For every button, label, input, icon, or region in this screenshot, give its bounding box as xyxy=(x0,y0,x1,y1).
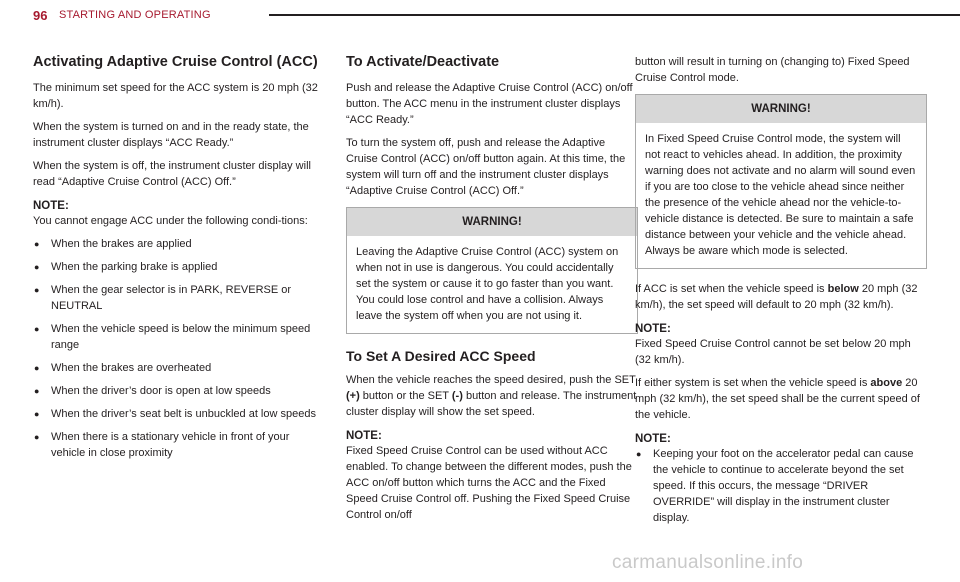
paragraph-above-speed: If either system is set when the vehicle speed is above 20 mph (32 km/h), the set speed shall be the current speed of the vehicle. xyxy=(635,377,920,421)
list-item: ● When the brakes are overheated xyxy=(33,360,325,376)
note-text: You cannot engage ACC under the following condi-tions: xyxy=(33,215,308,227)
warning-text: In Fixed Speed Cruise Control mode, the system will not react to vehicles ahead. In addition, the proximity warning does not activate and no alarm will sound even if you are too close to the vehicle ahead since neither the presence of the vehicle ahead nor the vehicle-to-vehicle distance is detected. Be sure to maintain a safe distance between your vehicle and the vehicle ahead. Always be aware which mode is selected. xyxy=(645,133,916,257)
paragraph-ready-state: When the system is turned on and in the ready state, the instrument cluster displays “ACC Ready.” xyxy=(33,121,309,149)
note-label: NOTE: xyxy=(33,200,69,212)
acc-activating-heading: Activating Adaptive Cruise Control (ACC) xyxy=(33,54,318,70)
warning-box xyxy=(635,94,927,269)
column-2 xyxy=(346,54,638,530)
paragraph-off-state: When the system is off, the instrument cluster display will read “Adaptive Cruise Control (ACC) Off.” xyxy=(33,160,311,188)
list-item: ● When the parking brake is applied xyxy=(33,259,325,275)
warning-box xyxy=(346,207,638,334)
column-1 xyxy=(33,54,325,468)
set-minus-label: (-) xyxy=(451,390,463,402)
list-item: ● When there is a stationary vehicle in front of your vehicle in close proximity xyxy=(33,429,325,461)
paragraph-below-speed: If ACC is set when the vehicle speed is below 20 mph (32 km/h), the set speed will default to 20 mph (32 km/h). xyxy=(635,283,918,311)
header-rule xyxy=(269,14,960,16)
set-speed-heading: To Set A Desired ACC Speed xyxy=(346,348,536,364)
note-label: NOTE: xyxy=(635,323,671,335)
list-item: ● When the driver’s door is open at low speeds xyxy=(33,383,325,399)
paragraph-continued: button will result in turning on (changing to) Fixed Speed Cruise Control mode. xyxy=(635,56,910,84)
paragraph-set-speed: When the vehicle reaches the speed desired, push the SET (+) button or the SET (-) button and release. The instrument cluster display will show the set speed. xyxy=(346,374,637,418)
list-item: ● When the gear selector is in PARK, REVERSE or NEUTRAL xyxy=(33,282,325,314)
note-text: Fixed Speed Cruise Control cannot be set below 20 mph (32 km/h). xyxy=(635,338,911,366)
section-title: STARTING AND OPERATING xyxy=(59,9,211,21)
list-item: ● Keeping your foot on the accelerator pedal can cause the vehicle to continue to accelerate beyond the set speed. If this occurs, the message “DRIVER OVERRIDE” will display in the instrument cluster display. xyxy=(635,446,927,526)
column-3 xyxy=(635,54,927,533)
warning-text: Leaving the Adaptive Cruise Control (ACC) system on when not in use is dangerous. You could accidentally set the system or cause it to go faster than you want. You could lose control and have a collision. Always leave the system off when you are not using it. xyxy=(356,246,619,322)
paragraph-deactivate: To turn the system off, push and release the Adaptive Cruise Control (ACC) on/off button again. At this time, the system will turn off and the instrument cluster displays “Adaptive Cruise Control (ACC) Off.” xyxy=(346,137,626,197)
paragraph-activate: Push and release the Adaptive Cruise Control (ACC) on/off button. The ACC menu in the instrument cluster displays “ACC Ready.” xyxy=(346,82,633,126)
activate-deactivate-heading: To Activate/Deactivate xyxy=(346,54,500,70)
list-item: ● When the brakes are applied xyxy=(33,236,325,252)
note-list xyxy=(635,446,927,526)
note-label: NOTE: xyxy=(635,433,671,445)
list-item: ● When the driver’s seat belt is unbuckled at low speeds xyxy=(33,406,325,422)
list-item: ● When the vehicle speed is below the minimum speed range xyxy=(33,321,325,353)
page-header xyxy=(33,4,933,32)
page-number: 96 xyxy=(33,8,48,23)
warning-title: WARNING! xyxy=(636,95,926,123)
set-plus-label: (+) xyxy=(346,390,360,402)
note-text: Fixed Speed Cruise Control can be used without ACC enabled. To change between the different modes, push the ACC on/off button which turns the ACC and the Fixed Speed Cruise Control off. Pushing the Fixed Speed Cruise Control on/off xyxy=(346,445,632,521)
warning-title: WARNING! xyxy=(347,208,637,236)
conditions-list xyxy=(33,236,325,461)
paragraph-min-speed: The minimum set speed for the ACC system is 20 mph (32 km/h). xyxy=(33,82,318,110)
note-label: NOTE: xyxy=(346,430,382,442)
watermark: carmanualsonline.info xyxy=(612,552,804,573)
